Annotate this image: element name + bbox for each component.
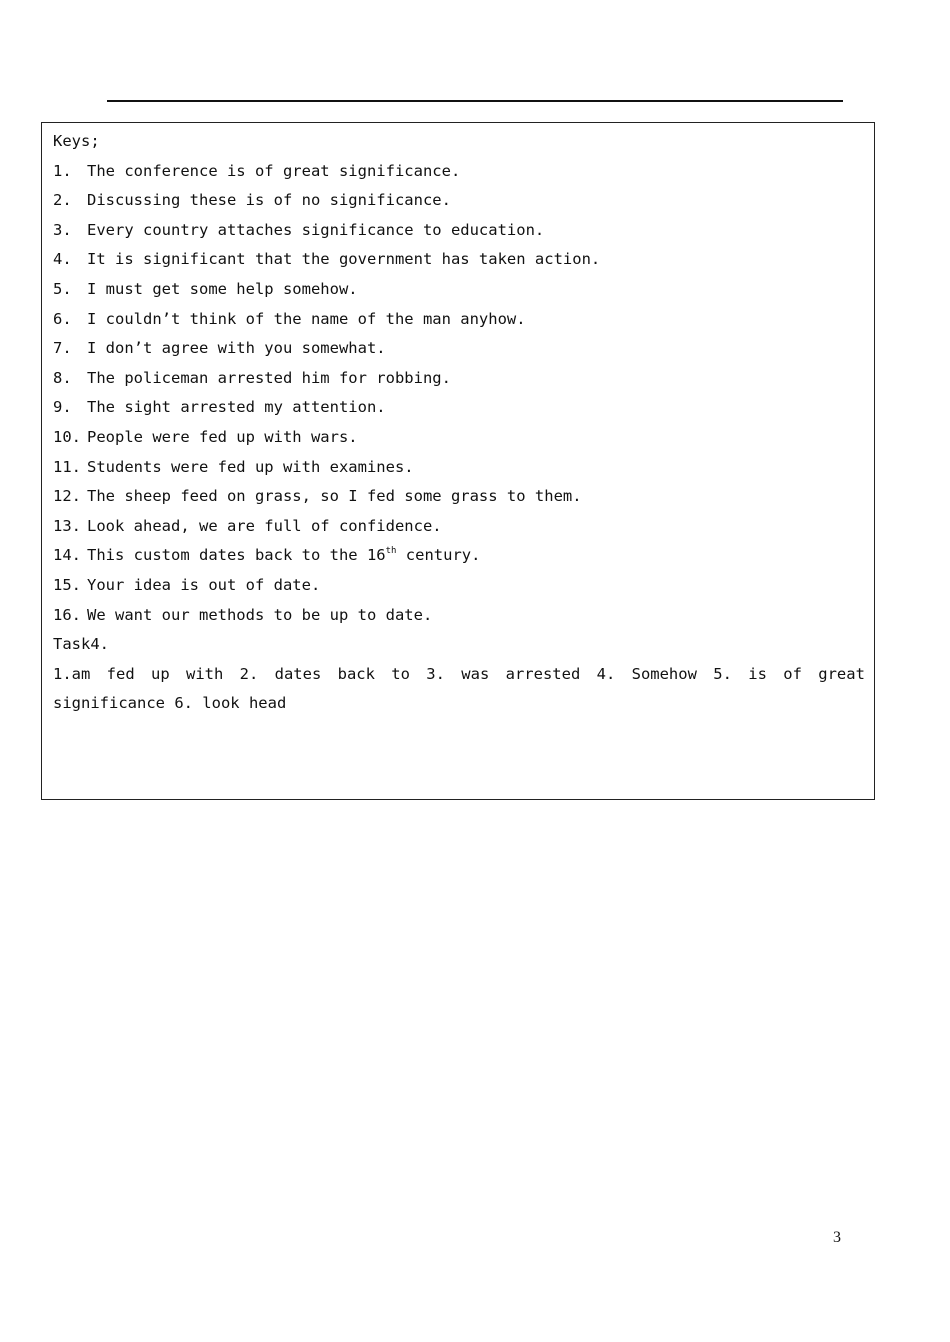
task4-word: with bbox=[185, 664, 224, 683]
key-text: This custom dates back to the 16 bbox=[87, 546, 386, 565]
key-item bbox=[53, 157, 867, 187]
keys-heading: Keys; bbox=[53, 132, 100, 150]
key-item bbox=[53, 334, 867, 364]
key-item bbox=[53, 275, 867, 305]
key-text: The conference is of great significance. bbox=[87, 161, 461, 180]
task4-word: 2. bbox=[239, 664, 259, 683]
key-text: I couldn’t think of the name of the man anyhow. bbox=[87, 309, 526, 328]
key-text: Every country attaches significance to education. bbox=[87, 220, 545, 239]
key-text: I don’t agree with you somewhat. bbox=[87, 339, 386, 358]
key-number: 1. bbox=[53, 161, 72, 180]
key-item bbox=[53, 482, 867, 512]
key-number: 10. bbox=[53, 427, 81, 446]
task4-heading: Task4. bbox=[53, 635, 109, 654]
task4-word: dates bbox=[274, 664, 322, 683]
key-text: Discussing these is of no significance. bbox=[87, 191, 451, 210]
key-text: It is significant that the government has taken action. bbox=[87, 250, 601, 269]
key-item bbox=[53, 512, 867, 542]
key-item bbox=[53, 186, 867, 216]
task4-word: 1.am bbox=[53, 664, 91, 683]
key-text: The sight arrested my attention. bbox=[87, 398, 386, 417]
ordinal-superscript: th bbox=[385, 546, 397, 557]
key-text: Look ahead, we are full of confidence. bbox=[87, 516, 442, 535]
key-number: 15. bbox=[53, 575, 81, 594]
task4-word: 5. bbox=[713, 664, 732, 683]
key-text: The sheep feed on grass, so I fed some grass to them. bbox=[87, 487, 582, 506]
key-number: 2. bbox=[53, 191, 72, 210]
task4-word: great bbox=[818, 664, 865, 683]
key-item bbox=[53, 601, 867, 631]
key-item bbox=[53, 216, 867, 246]
key-item bbox=[53, 541, 867, 571]
key-item bbox=[53, 245, 867, 275]
task4-answers-line-1 bbox=[53, 660, 865, 690]
key-text: Your idea is out of date. bbox=[87, 575, 321, 594]
task4-word: is bbox=[748, 664, 767, 683]
task4-answers-line-2: significance 6. look head bbox=[53, 694, 287, 713]
key-number: 9. bbox=[53, 398, 72, 417]
task4-word: Somehow bbox=[631, 664, 697, 683]
key-item bbox=[53, 423, 867, 453]
key-number: 7. bbox=[53, 339, 72, 358]
key-text: Students were fed up with examines. bbox=[87, 457, 414, 476]
task4-word: of bbox=[783, 664, 802, 683]
key-number: 12. bbox=[53, 487, 81, 506]
key-item bbox=[53, 453, 867, 483]
task4-word: 3. bbox=[426, 664, 445, 683]
key-text-continued: century. bbox=[396, 546, 481, 565]
key-number: 16. bbox=[53, 605, 81, 624]
header-rule bbox=[107, 100, 843, 102]
answer-key-content bbox=[53, 127, 867, 719]
task4-word: to bbox=[391, 664, 410, 683]
task4-word: up bbox=[150, 664, 170, 683]
page-number: 3 bbox=[833, 1229, 841, 1246]
key-number: 6. bbox=[53, 309, 72, 328]
key-item bbox=[53, 364, 867, 394]
task4-word: fed bbox=[106, 664, 135, 683]
key-number: 8. bbox=[53, 368, 72, 387]
task4-word: back bbox=[337, 664, 375, 683]
key-number: 5. bbox=[53, 279, 72, 298]
task4-word: was bbox=[461, 664, 490, 683]
key-item bbox=[53, 305, 867, 335]
key-text: I must get some help somehow. bbox=[87, 279, 358, 298]
key-text: The policeman arrested him for robbing. bbox=[87, 368, 451, 387]
key-item bbox=[53, 393, 867, 423]
key-number: 11. bbox=[53, 457, 81, 476]
key-number: 3. bbox=[53, 220, 72, 239]
task4-word: arrested bbox=[505, 664, 581, 683]
key-number: 4. bbox=[53, 250, 72, 269]
key-item bbox=[53, 571, 867, 601]
key-text: People were fed up with wars. bbox=[87, 427, 358, 446]
key-text: We want our methods to be up to date. bbox=[87, 605, 433, 624]
key-number: 13. bbox=[53, 516, 81, 535]
answer-key-box bbox=[41, 122, 875, 800]
task4-word: 4. bbox=[596, 664, 616, 683]
key-number: 14. bbox=[53, 546, 81, 565]
